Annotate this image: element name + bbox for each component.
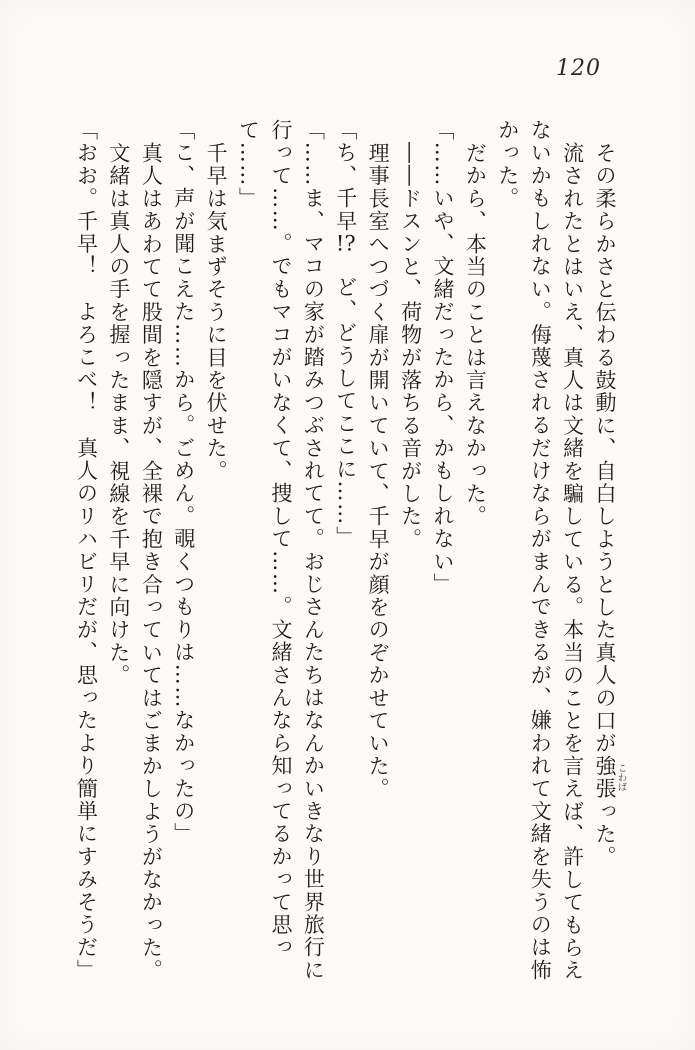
text-line-9: 「ち、千早!? ど、どうしてここに……」: [333, 119, 358, 549]
text-line-3: ないかもしれない。侮蔑されるだけならがまんできるが、嫌われて文緒を失うのは怖: [528, 119, 553, 982]
text-line-1: その柔らかさと伝わる鼓動に、自白しようとした真人の口が強張こわばった。: [593, 141, 627, 869]
text-line-8: 理事長室へつづく扉が開いていて、千早が顔をのぞかせていた。: [366, 141, 391, 800]
text-block: [70, 119, 626, 986]
text-line-15: 真人はあわてて股間を隠すが、全裸で抱き合っていてはごまかしようがなかった。: [139, 141, 164, 982]
text-line-14: 「こ、声が聞こえた……から。ごめん。覗くつもりは……なかったの」: [171, 119, 196, 846]
text-line-6: 「……いや、文緒だったから、かもしれない」: [430, 119, 455, 596]
text-line-12: て……」: [236, 119, 261, 210]
text-line-16: 文緒は真人の手を握ったまま、視線を千早に向けた。: [106, 141, 131, 687]
text-line-10: 「……ま、マコの家が踏みつぶされてて。おじさんたちはなんかいきなり世界旅行に: [301, 119, 326, 982]
text-line-2: 流されたとはいえ、真人は文緒を騙している。本当のことを言えば、許してもらえ: [560, 141, 585, 982]
text-line-5: だから、本当のことは言えなかった。: [463, 141, 488, 528]
text-line-7: ――ドスンと、荷物が落ちる音がした。: [398, 141, 423, 551]
ruby-annotated-word: 強張こわば: [593, 754, 627, 800]
tate-chu-yoko: !?: [335, 232, 356, 254]
page-number: 120: [556, 56, 601, 81]
text-line-11: 行って……。でもマコがいなくて、捜して……。文緒さんなら知ってるかって思っ: [268, 119, 293, 959]
text-line-17: 「おお。千早！ よろこべ！ 真人のリハビリだが、思ったより簡単にすみそうだ」: [74, 119, 99, 982]
text-line-13: 千早は気まずそうに目を伏せた。: [204, 141, 229, 483]
text-line-4: かった。: [495, 119, 520, 210]
